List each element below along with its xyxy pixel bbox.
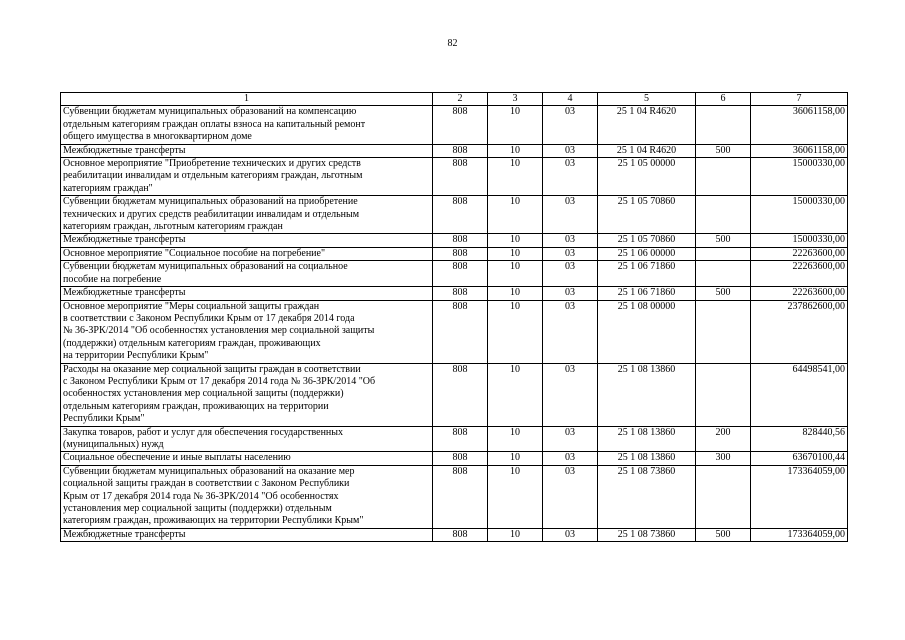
subsection-cell: 03 (543, 158, 598, 196)
section-cell: 10 (488, 158, 543, 196)
expense-type-cell: 500 (696, 144, 751, 157)
amount-cell: 36061158,00 (751, 106, 848, 144)
subsection-cell: 03 (543, 144, 598, 157)
section-cell: 10 (488, 465, 543, 528)
target-article-cell: 25 1 05 00000 (598, 158, 696, 196)
amount-cell: 36061158,00 (751, 144, 848, 157)
page-number: 82 (447, 38, 458, 49)
row-name-cell (61, 196, 433, 234)
row-name-line: в соответствии с Законом Республики Крым от 17 декабря 2014 года (63, 312, 355, 324)
table-row (61, 363, 848, 426)
gr-cell: 808 (433, 528, 488, 541)
row-name-cell (61, 426, 433, 452)
row-name-cell (61, 363, 433, 426)
row-name-line: технических и других средств реабилитации инвалидам и отдельным (63, 208, 360, 220)
section-cell: 10 (488, 426, 543, 452)
subsection-cell: 03 (543, 106, 598, 144)
gr-cell: 808 (433, 106, 488, 144)
row-name-line: Субвенции бюджетам муниципальных образований на оказание мер (63, 465, 355, 477)
table-body (61, 106, 848, 542)
section-cell: 10 (488, 234, 543, 247)
target-article-cell: 25 1 08 13860 (598, 363, 696, 426)
budget-table (60, 92, 848, 542)
target-article-cell: 25 1 05 70860 (598, 234, 696, 247)
row-name-line: особенностях установления мер социальной защиты (поддержки) (63, 388, 344, 400)
row-name-line: Основное мероприятие "Приобретение технических и других средств (63, 158, 361, 170)
expense-type-cell (696, 196, 751, 234)
row-name-line: с Законом Республики Крым от 17 декабря 2014 года № 36-ЗРК/2014 "Об (63, 375, 376, 387)
gr-cell: 808 (433, 234, 488, 247)
amount-cell: 15000330,00 (751, 196, 848, 234)
row-name-line: социальной защиты граждан в соответствии с Законом Республики (63, 478, 350, 490)
amount-cell: 237862600,00 (751, 300, 848, 363)
row-name-cell (61, 452, 433, 465)
row-name-line: Основное мероприятие "Социальное пособие на погребение" (63, 247, 326, 259)
expense-type-cell: 200 (696, 426, 751, 452)
row-name-line: Субвенции бюджетам муниципальных образований на приобретение (63, 196, 358, 208)
amount-cell: 828440,56 (751, 426, 848, 452)
header-cell: 2 (433, 93, 488, 106)
target-article-cell: 25 1 08 13860 (598, 452, 696, 465)
expense-type-cell (696, 106, 751, 144)
expense-type-cell (696, 247, 751, 260)
row-name-line: Субвенции бюджетам муниципальных образований на социальное (63, 261, 348, 273)
subsection-cell: 03 (543, 426, 598, 452)
row-name-line: отдельным категориям граждан оплаты взноса на капитальный ремонт (63, 118, 366, 130)
header-cell: 3 (488, 93, 543, 106)
section-cell: 10 (488, 196, 543, 234)
row-name-line: категориям граждан" (63, 182, 153, 194)
amount-cell: 173364059,00 (751, 465, 848, 528)
header-cell: 7 (751, 93, 848, 106)
row-name-line: Закупка товаров, работ и услуг для обеспечения государственных (63, 426, 344, 438)
row-name-line: Социальное обеспечение и иные выплаты населению (63, 452, 291, 464)
header-cell: 5 (598, 93, 696, 106)
row-name-cell (61, 158, 433, 196)
amount-cell: 63670100,44 (751, 452, 848, 465)
target-article-cell: 25 1 08 73860 (598, 465, 696, 528)
table-row (61, 106, 848, 144)
expense-type-cell (696, 261, 751, 287)
row-name-line: реабилитации инвалидам и отдельным категориям граждан, льготным (63, 170, 363, 182)
row-name-line: Межбюджетные трансферты (63, 144, 186, 156)
table-row (61, 196, 848, 234)
row-name-cell (61, 234, 433, 247)
gr-cell: 808 (433, 196, 488, 234)
row-name-cell (61, 287, 433, 300)
row-name-line: Межбюджетные трансферты (63, 287, 186, 299)
gr-cell: 808 (433, 300, 488, 363)
table-row (61, 300, 848, 363)
target-article-cell: 25 1 05 70860 (598, 196, 696, 234)
section-cell: 10 (488, 363, 543, 426)
expense-type-cell: 300 (696, 452, 751, 465)
target-article-cell: 25 1 06 00000 (598, 247, 696, 260)
section-cell: 10 (488, 144, 543, 157)
expense-type-cell: 500 (696, 528, 751, 541)
row-name-line: категориям граждан, проживающих на территории Республики Крым" (63, 515, 364, 527)
row-name-line: категориям граждан, льготным категориям граждан (63, 221, 283, 233)
row-name-line: Расходы на оказание мер социальной защиты граждан в соответствии (63, 363, 361, 375)
subsection-cell: 03 (543, 287, 598, 300)
subsection-cell: 03 (543, 300, 598, 363)
table-row (61, 452, 848, 465)
header-cell: 6 (696, 93, 751, 106)
target-article-cell: 25 1 04 R4620 (598, 144, 696, 157)
expense-type-cell: 500 (696, 287, 751, 300)
table-row (61, 465, 848, 528)
subsection-cell: 03 (543, 234, 598, 247)
subsection-cell: 03 (543, 247, 598, 260)
section-cell: 10 (488, 261, 543, 287)
row-name-line: общего имущества в многоквартирном доме (63, 131, 252, 143)
target-article-cell: 25 1 06 71860 (598, 287, 696, 300)
row-name-line: Основное мероприятие "Меры социальной защиты граждан (63, 300, 320, 312)
row-name-line: (поддержки) отдельным категориям граждан, проживающих (63, 337, 321, 349)
row-name-line: Субвенции бюджетам муниципальных образований на компенсацию (63, 106, 357, 118)
table-row (61, 144, 848, 157)
row-name-cell (61, 106, 433, 144)
gr-cell: 808 (433, 144, 488, 157)
gr-cell: 808 (433, 158, 488, 196)
target-article-cell: 25 1 08 13860 (598, 426, 696, 452)
row-name-cell (61, 144, 433, 157)
gr-cell: 808 (433, 261, 488, 287)
gr-cell: 808 (433, 247, 488, 260)
expense-type-cell (696, 158, 751, 196)
header-cell: 4 (543, 93, 598, 106)
table-row (61, 287, 848, 300)
row-name-cell (61, 300, 433, 363)
target-article-cell: 25 1 08 00000 (598, 300, 696, 363)
subsection-cell: 03 (543, 363, 598, 426)
target-article-cell: 25 1 04 R4620 (598, 106, 696, 144)
section-cell: 10 (488, 452, 543, 465)
subsection-cell: 03 (543, 528, 598, 541)
row-name-line: установления мер социальной защиты (поддержки) отдельным (63, 503, 332, 514)
subsection-cell: 03 (543, 196, 598, 234)
table-row (61, 247, 848, 260)
row-name-cell (61, 528, 433, 541)
table-row (61, 426, 848, 452)
amount-cell: 22263600,00 (751, 247, 848, 260)
table-header-row (61, 93, 848, 106)
table-row (61, 261, 848, 287)
gr-cell: 808 (433, 287, 488, 300)
table-row (61, 528, 848, 541)
amount-cell: 173364059,00 (751, 528, 848, 541)
target-article-cell: 25 1 06 71860 (598, 261, 696, 287)
row-name-line: Межбюджетные трансферты (63, 528, 186, 540)
gr-cell: 808 (433, 426, 488, 452)
expense-type-cell (696, 465, 751, 528)
section-cell: 10 (488, 300, 543, 363)
amount-cell: 64498541,00 (751, 363, 848, 426)
row-name-line: на территории Республики Крым" (63, 350, 209, 362)
row-name-line: (муниципальных) нужд (63, 438, 164, 450)
amount-cell: 22263600,00 (751, 261, 848, 287)
section-cell: 10 (488, 106, 543, 144)
section-cell: 10 (488, 247, 543, 260)
header-cell: 1 (61, 93, 433, 106)
row-name-line: пособие на погребение (63, 273, 162, 285)
row-name-cell (61, 261, 433, 287)
table-row (61, 234, 848, 247)
row-name-line: Крым от 17 декабря 2014 года № 36-ЗРК/2014 "Об особенностях (63, 490, 339, 502)
section-cell: 10 (488, 528, 543, 541)
row-name-line: № 36-ЗРК/2014 "Об особенностях установления мер социальной защиты (63, 325, 375, 337)
row-name-cell (61, 465, 433, 528)
subsection-cell: 03 (543, 452, 598, 465)
gr-cell: 808 (433, 363, 488, 426)
row-name-line: Республики Крым" (63, 413, 145, 425)
amount-cell: 22263600,00 (751, 287, 848, 300)
gr-cell: 808 (433, 465, 488, 528)
amount-cell: 15000330,00 (751, 158, 848, 196)
gr-cell: 808 (433, 452, 488, 465)
row-name-cell (61, 247, 433, 260)
section-cell: 10 (488, 287, 543, 300)
row-name-line: Межбюджетные трансферты (63, 234, 186, 246)
subsection-cell: 03 (543, 261, 598, 287)
row-name-line: отдельным категориям граждан, проживающих на территории (63, 400, 329, 412)
amount-cell: 15000330,00 (751, 234, 848, 247)
expense-type-cell (696, 300, 751, 363)
table-row (61, 158, 848, 196)
target-article-cell: 25 1 08 73860 (598, 528, 696, 541)
subsection-cell: 03 (543, 465, 598, 528)
expense-type-cell: 500 (696, 234, 751, 247)
expense-type-cell (696, 363, 751, 426)
